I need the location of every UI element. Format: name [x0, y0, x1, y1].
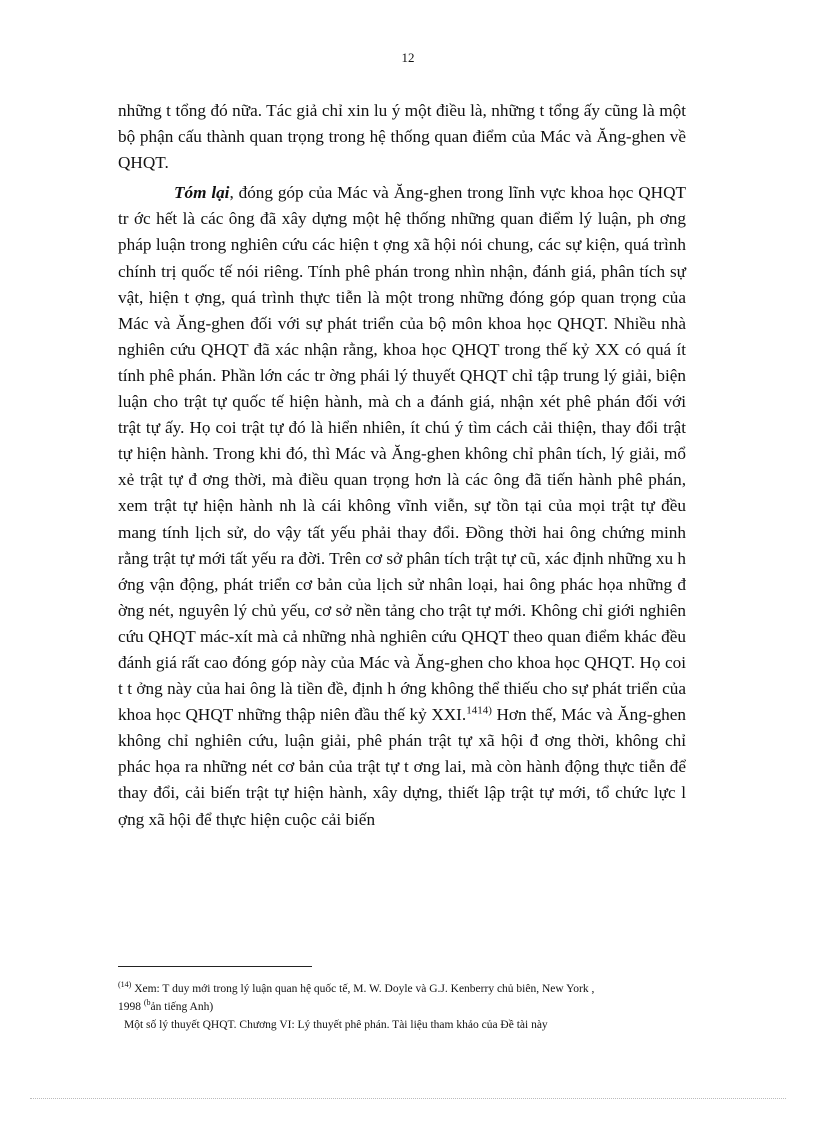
footnote-1-text: Xem: T duy mới trong lý luận quan hệ quốc tế, M. W. Doyle và G.J. Kenberry chủ biên, New York ,	[131, 982, 595, 995]
footnote-lang: ản tiếng Anh)	[150, 1000, 214, 1013]
page-bottom-border	[30, 1098, 786, 1099]
footnote-reference: 1414)	[466, 704, 492, 717]
footnote-marker: (14)	[118, 980, 132, 989]
footnote-year: 1998	[118, 1000, 141, 1013]
paragraph-2-lead: Tóm lại	[174, 183, 230, 203]
paragraph-2-text: , đóng góp của Mác và Ăng-ghen trong lĩnh vực khoa học QHQT tr ớc hết là các ông đã xây dựng một hệ thống những quan điểm lý luận, ph ơng pháp luận trong nghiên cứu các hiện t ợng xã hội nói chung, các sự kiện, quá trình chính trị quốc tế nói riêng. Tính phê phán trong nhìn nhận, đánh giá, phân tích sự vật, hiện t ợng, quá trình thực tiễn là một trong những đóng góp quan trọng của Mác và Ăng-ghen đối với sự phát triển của bộ môn khoa học QHQT. Nhiều nhà nghiên cứu QHQT đã xác nhận rằng, khoa học QHQT trong thế kỷ XX có quá ít tính phê phán. Phần lớn các tr ờng phái lý thuyết QHQT chỉ tập trung lý giải, biện luận cho trật tự quốc tế hiện hành, mà ch a đánh giá, nhận xét phê phán đối với trật tự ấy. Họ coi trật tự đó là hiển nhiên, ít chú ý tìm cách cải thiện, thay đổi trật tự hiện hành. Trong khi đó, thì Mác và Ăng-ghen không chỉ phân tích, lý giải, mổ xẻ trật tự đ ơng thời, mà điều quan trọng hơn là các ông đã tiến hành phê phán, xem trật tự hiện hành nh là cái không vĩnh viễn, sự tồn tại của mọi trật tự đều mang tính lịch sử, do vậy tất yếu phải thay đổi. Đồng thời hai ông chứng minh rằng trật tự mới tất yếu ra đời. Trên cơ sở phân tích trật tự cũ, xác định những xu h ớng vận động, phát triển cơ bản của lịch sử nhân loại, hai ông phác họa những đ ờng nét, nguyên lý chủ yếu, cơ sở nền tảng cho trật tự mới. Không chỉ giới nghiên cứu QHQT mác-xít mà cả những nhà nghiên cứu QHQT theo quan điểm khác đều đánh giá rất cao đóng góp này của Mác và Ăng-ghen cho khoa học QHQT. Họ coi t t ởng này của hai ông là tiền đề, định h ớng không thể thiếu cho sự phát triển của khoa học QHQT những thập niên đầu thế kỷ XXI.	[118, 183, 686, 725]
paragraph-2	[118, 180, 686, 832]
footnote-inline-marker: (b	[143, 997, 151, 1007]
footnote-1	[118, 978, 698, 996]
paragraph-1-text: những t tổng đó nữa. Tác giả chỉ xin lu ý một điều là, những t tổng ấy cũng là một bộ phận cấu thành quan trọng trong hệ thống quan điểm của Mác và Ăng-ghen về QHQT.	[118, 101, 686, 173]
body-text	[118, 98, 686, 837]
footnote-1-continued	[118, 996, 698, 1014]
paragraph-2-text-after: Hơn thế, Mác và Ăng-ghen không chỉ nghiên cứu, luận giải, phê phán trật tự xã hội đ ơng thời, không chỉ phác họa ra những nét cơ bản của trật tự t ơng lai, mà còn hành động thực tiễn để thay đổi, cải biến trật tự hiện hành, xây dựng, thiết lập trật tự mới, tổ chức lực l ợng xã hội để thực hiện cuộc cải biến	[118, 705, 686, 829]
footnote-divider	[118, 966, 312, 967]
paragraph-1	[118, 98, 686, 176]
footnotes	[118, 978, 698, 1032]
footnote-2: Một số lý thuyết QHQT. Chương VI: Lý thuyết phê phán. Tài liệu tham khảo của Đề tài này	[124, 1018, 548, 1031]
page-number: 12	[401, 50, 415, 65]
